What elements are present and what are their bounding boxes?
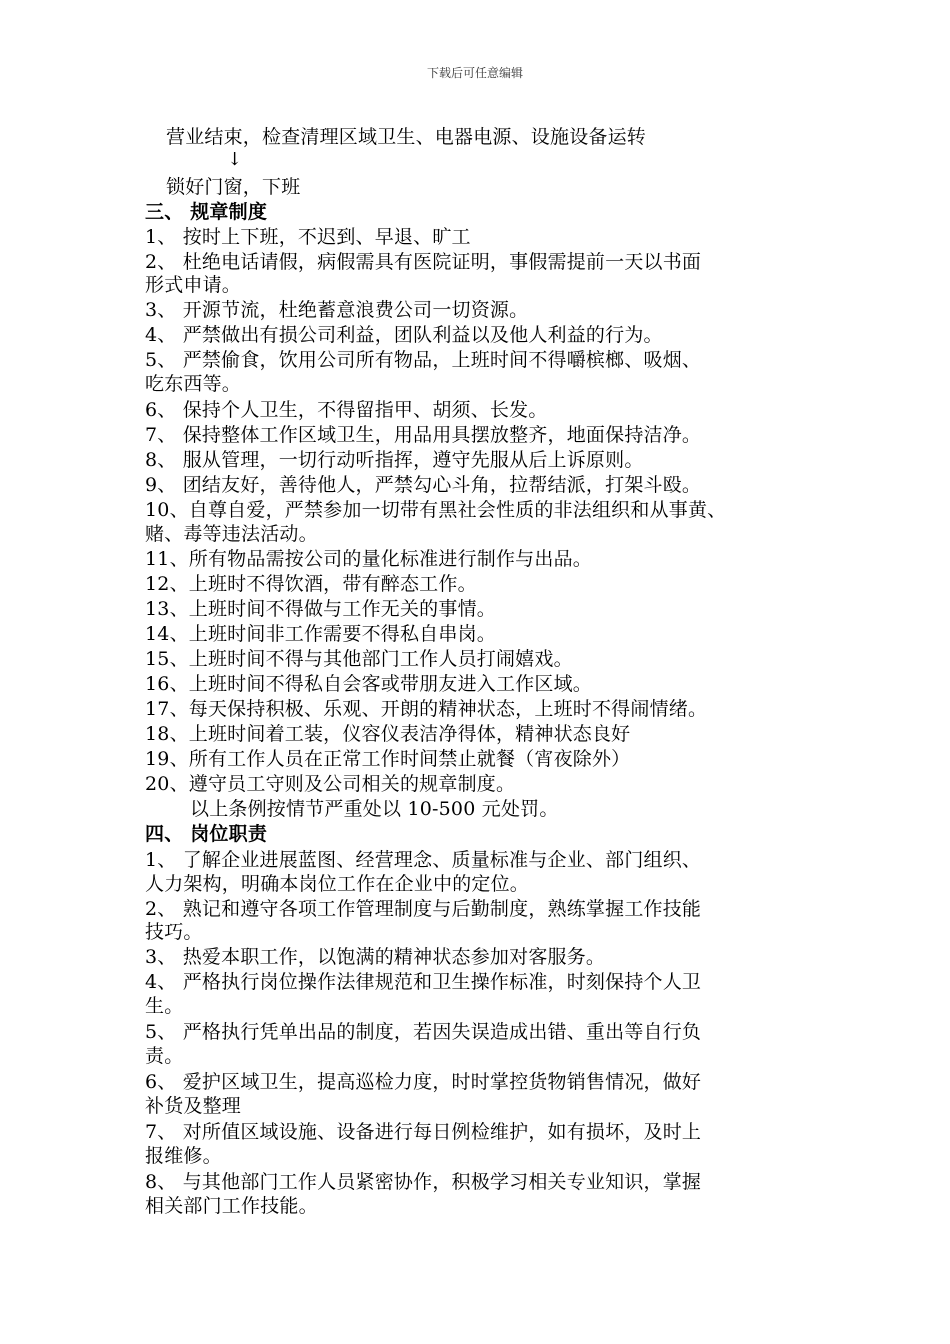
rule-line: 5、 严禁偷食，饮用公司所有物品，上班时间不得嚼槟榔、吸烟、 [145,349,702,371]
penalty-note: 以上条例按情节严重处以 10-500 元处罚。 [190,798,559,820]
rule-line: 7、 保持整体工作区域卫生，用品用具摆放整齐，地面保持洁净。 [145,424,702,446]
duty-line: 责。 [145,1045,184,1067]
rule-line: 形式申请。 [145,274,242,296]
rule-line: 6、 保持个人卫生，不得留指甲、胡须、长发。 [145,399,548,421]
rule-line: 18、上班时间着工装，仪容仪表洁净得体，精神状态良好 [145,723,631,745]
rule-line: 14、上班时间非工作需要不得私自串岗。 [145,623,496,645]
rule-line: 19、所有工作人员在正常工作时间禁止就餐（宵夜除外） [145,748,631,770]
duty-line: 人力架构，明确本岗位工作在企业中的定位。 [145,873,530,895]
duty-line: 8、 与其他部门工作人员紧密协作，积极学习相关专业知识，掌握 [145,1171,702,1193]
rule-line: 1、 按时上下班，不迟到、早退、旷工 [145,226,471,248]
rule-line: 17、每天保持积极、乐观、开朗的精神状态，上班时不得闹情绪。 [145,698,708,720]
down-arrow-icon: ↓ [227,149,243,170]
duty-line: 4、 严格执行岗位操作法律规范和卫生操作标准，时刻保持个人卫 [145,971,702,993]
rule-line: 16、上班时间不得私自会客或带朋友进入工作区域。 [145,673,592,695]
flow-step-close: 营业结束，检查清理区域卫生、电器电源、设施设备运转 [166,126,647,148]
rule-line: 9、 团结友好，善待他人，严禁勾心斗角，拉帮结派，打架斗殴。 [145,474,702,496]
duty-line: 2、 熟记和遵守各项工作管理制度与后勤制度，熟练掌握工作技能 [145,898,702,920]
duty-line: 5、 严格执行凭单出品的制度，若因失误造成出错、重出等自行负 [145,1021,702,1043]
section-title-duties: 四、 岗位职责 [145,823,268,845]
section-title-rules: 三、 规章制度 [145,201,268,223]
duty-line: 生。 [145,995,184,1017]
rule-line: 11、所有物品需按公司的量化标准进行制作与出品。 [145,548,592,570]
rule-line: 3、 开源节流，杜绝蓄意浪费公司一切资源。 [145,299,529,321]
duty-line: 相关部门工作技能。 [145,1195,318,1217]
duty-line: 6、 爱护区域卫生，提高巡检力度，时时掌控货物销售情况，做好 [145,1071,702,1093]
rule-line: 8、 服从管理，一切行动听指挥，遵守先服从后上诉原则。 [145,449,644,471]
rule-line: 13、上班时间不得做与工作无关的事情。 [145,598,496,620]
duty-line: 报维修。 [145,1145,222,1167]
rule-line: 赌、毒等违法活动。 [145,523,318,545]
rule-line: 12、上班时不得饮酒，带有醉态工作。 [145,573,477,595]
rule-line: 吃东西等。 [145,373,242,395]
rule-line: 2、 杜绝电话请假，病假需具有医院证明，事假需提前一天以书面 [145,251,702,273]
flow-step-lock: 锁好门窗，下班 [166,176,301,198]
duty-line: 1、 了解企业进展蓝图、经营理念、质量标准与企业、部门组织、 [145,849,702,871]
page-header: 下载后可任意编辑 [426,66,523,80]
duty-line: 技巧。 [145,921,203,943]
rule-line: 20、遵守员工守则及公司相关的规章制度。 [145,773,516,795]
rule-line: 15、上班时间不得与其他部门工作人员打闹嬉戏。 [145,648,573,670]
duty-line: 3、 热爱本职工作，以饱满的精神状态参加对客服务。 [145,946,606,968]
duty-line: 补货及整理 [145,1095,242,1117]
duty-line: 7、 对所值区域设施、设备进行每日例检维护，如有损坏，及时上 [145,1121,702,1143]
rule-line: 4、 严禁做出有损公司利益，团队利益以及他人利益的行为。 [145,324,663,346]
rule-line: 10、自尊自爱，严禁参加一切带有黑社会性质的非法组织和从事黄、 [145,499,727,521]
